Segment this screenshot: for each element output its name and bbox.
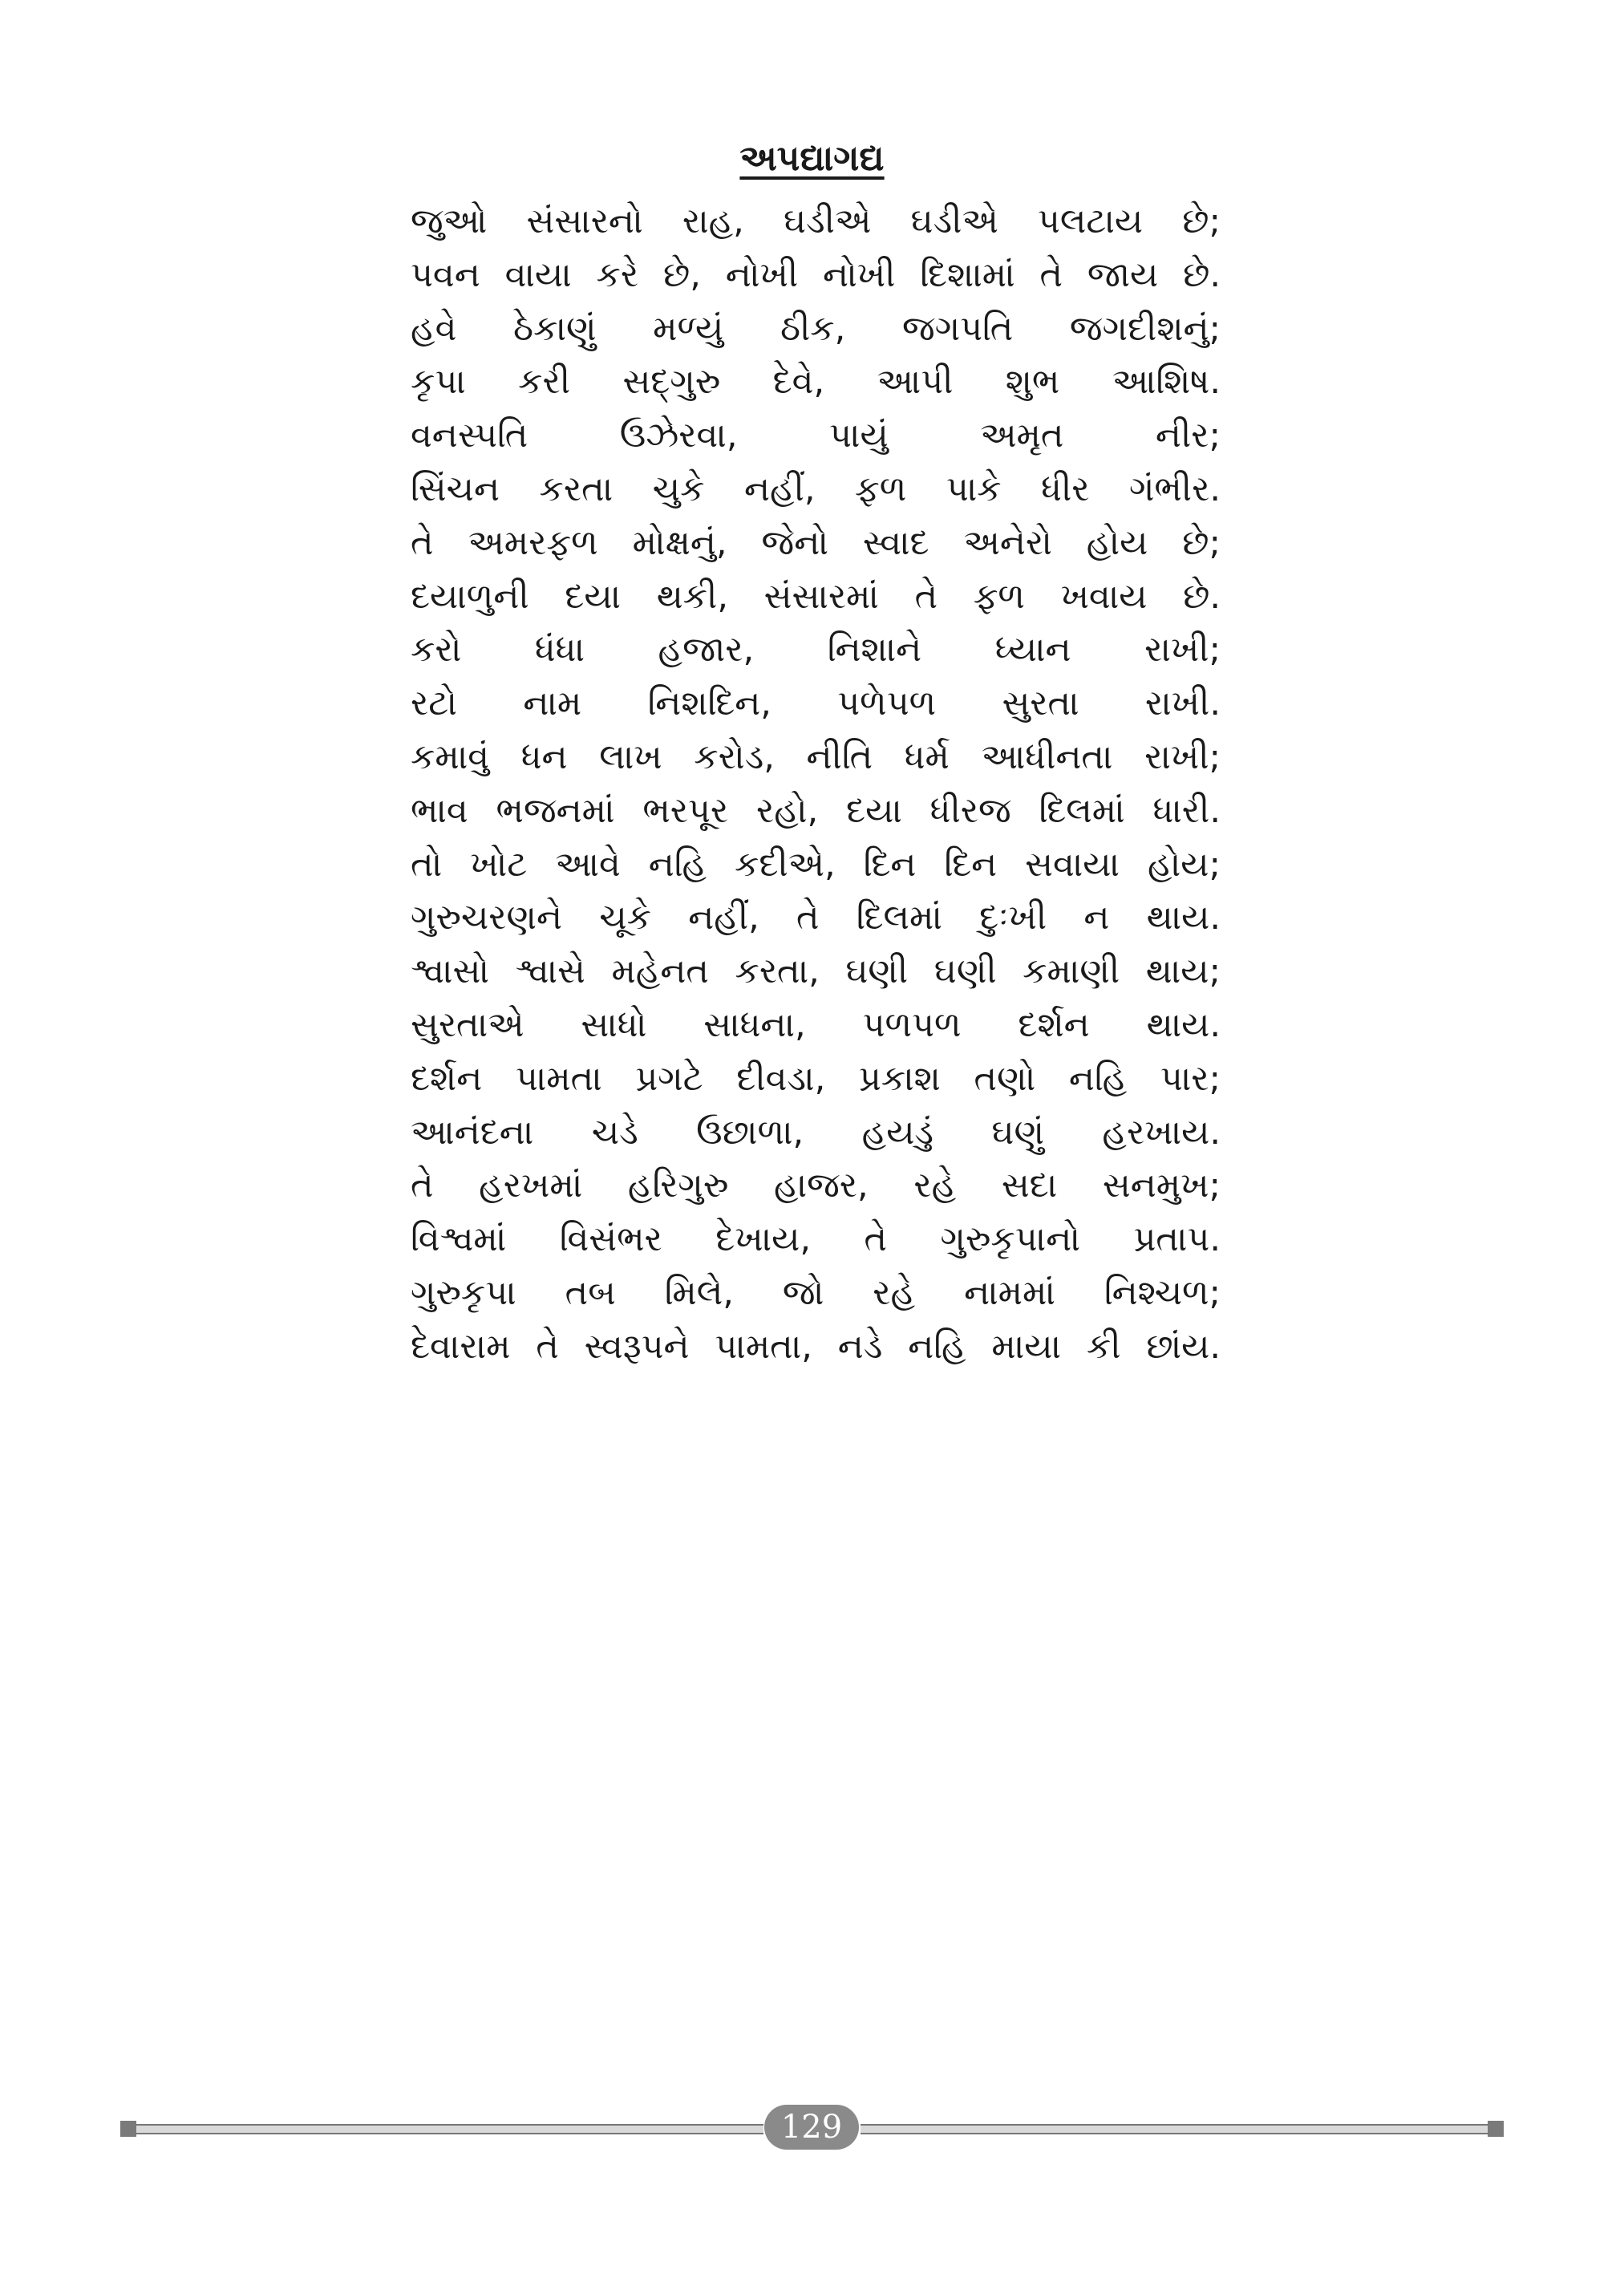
footer-rule-right: [861, 2124, 1488, 2134]
poem-line: રટો નામ નિશદિન, પળેપળ સુરતા રાખી.: [411, 683, 1221, 724]
poem-line: કૃપા કરી સદ્‌ગુરુ દેવે, આપી શુભ આશિષ.: [411, 362, 1221, 403]
poem-line: દેવારામ તે સ્વરૂપને પામતા, નડે નહિ માયા કી છાંય.: [411, 1326, 1221, 1367]
footer-rule-cap-right: [1488, 2121, 1504, 2137]
poem-line: તે અમરફળ મોક્ષનું, જેનો સ્વાદ અનેરો હોય છે;: [411, 522, 1221, 563]
poem-line: જુઓ સંસારનો રાહ, ઘડીએ ઘડીએ પલટાય છે;: [411, 201, 1221, 241]
poem-line: દયાળુની દયા થકી, સંસારમાં તે ફળ ખવાય છે.: [411, 576, 1221, 617]
poem-line: દર્શન પામતા પ્રગટે દીવડા, પ્રકાશ તણો નહિ પાર;: [411, 1058, 1221, 1099]
footer-rule-cap-left: [120, 2121, 136, 2137]
poem-line: હવે ઠેકાણું મળ્યું ઠીક, જગપતિ જગદીશનું;: [411, 308, 1221, 349]
poem-body: [411, 195, 1221, 1374]
poem-line: ગુરુચરણને ચૂકે નહીં, તે દિલમાં દુઃખી ન થાય.: [411, 898, 1221, 938]
poem-title: અપદ્યાગદ્ય: [739, 138, 885, 179]
poem-line: તો ખોટ આવે નહિ કદીએ, દિન દિન સવાયા હોય;: [411, 844, 1221, 885]
poem-line: આનંદના ચડે ઉછાળા, હયડું ઘણું હરખાય.: [411, 1112, 1221, 1153]
poem-line: કમાવું ધન લાખ કરોડ, નીતિ ધર્મ આધીનતા રાખી;: [411, 736, 1221, 777]
poem-line: ગુરુકૃપા તબ મિલે, જો રહે નામમાં નિશ્ચળ;: [411, 1272, 1221, 1313]
poem-line: પવન વાયા કરે છે, નોખી નોખી દિશામાં તે જાય છે.: [411, 254, 1221, 295]
page-number: 129: [764, 2105, 859, 2150]
footer-rule-left: [136, 2124, 763, 2134]
poem-line: સુરતાએ સાધો સાધના, પળપળ દર્શન થાય.: [411, 1004, 1221, 1045]
poem-line: શ્વાસો શ્વાસે મહેનત કરતા, ઘણી ઘણી કમાણી થાય;: [411, 951, 1221, 992]
poem-line: તે હરખમાં હરિગુરુ હાજર, રહે સદા સનમુખ;: [411, 1165, 1221, 1206]
page-footer: [120, 2103, 1504, 2151]
poem-line: વિશ્વમાં વિસંભર દેખાય, તે ગુરુકૃપાનો પ્રતાપ.: [411, 1219, 1221, 1260]
poem-line: સિંચન કરતા ચુકે નહીં, ફળ પાકે ધીર ગંભીર.: [411, 468, 1221, 509]
poem-line: વનસ્પતિ ઉઝેરવા, પાયું અમૃત નીર;: [411, 415, 1221, 456]
poem-line: ભાવ ભજનમાં ભરપૂર રહો, દયા ધીરજ દિલમાં ધારી.: [411, 790, 1221, 831]
poem-line: કરો ધંધા હજાર, નિશાને ધ્યાન રાખી;: [411, 630, 1221, 671]
